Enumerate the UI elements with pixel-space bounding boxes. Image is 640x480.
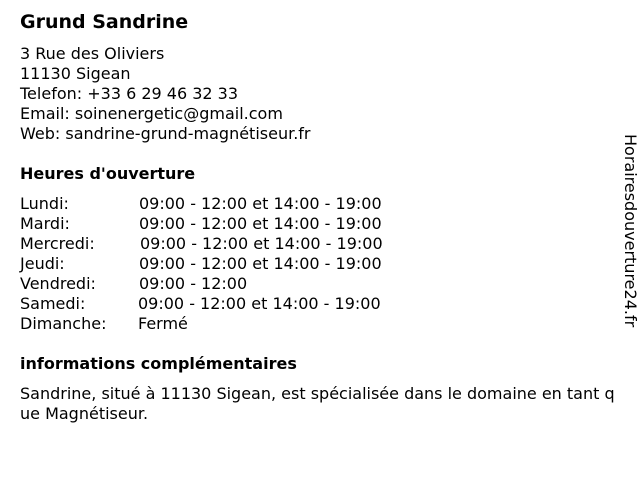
time-value: 09:00 - 12:00 et 14:00 - 19:00 <box>139 254 382 273</box>
business-name: Grund Sandrine <box>20 11 189 33</box>
hours-row-jeudi <box>20 254 620 274</box>
additional-info-heading: informations complémentaires <box>20 354 297 373</box>
additional-info-text: Sandrine, situé à 11130 Sigean, est spécialisée dans le domaine en tant que Magnétiseur. <box>20 384 615 423</box>
day-label: Samedi: <box>20 294 86 313</box>
time-value: 09:00 - 12:00 et 14:00 - 19:00 <box>140 234 383 253</box>
hours-row-lundi <box>20 194 620 214</box>
day-label: Dimanche: <box>20 314 107 333</box>
day-label: Mercredi: <box>20 234 95 253</box>
time-value: Fermé <box>138 314 188 333</box>
hours-row-vendredi <box>20 274 620 294</box>
opening-hours-table <box>20 194 620 334</box>
hours-row-mardi <box>20 214 620 234</box>
hours-row-dimanche <box>20 314 620 334</box>
opening-hours-heading: Heures d'ouverture <box>20 164 196 183</box>
day-label: Vendredi: <box>20 274 96 293</box>
day-label: Lundi: <box>20 194 69 213</box>
site-watermark: Horairesdouverture24.fr <box>621 134 640 328</box>
business-card <box>20 8 620 424</box>
time-value: 09:00 - 12:00 et 14:00 - 19:00 <box>139 214 382 233</box>
phone-line: Telefon: +33 6 29 46 32 33 <box>20 84 239 103</box>
hours-row-samedi <box>20 294 620 314</box>
time-value: 09:00 - 12:00 et 14:00 - 19:00 <box>139 194 382 213</box>
time-value: 09:00 - 12:00 et 14:00 - 19:00 <box>138 294 381 313</box>
street-address: 3 Rue des Oliviers <box>20 44 165 63</box>
email-line: Email: soinenergetic@gmail.com <box>20 104 283 123</box>
website-line: Web: sandrine-grund-magnétiseur.fr <box>20 124 311 143</box>
time-value: 09:00 - 12:00 <box>139 274 248 293</box>
address-block <box>20 44 620 144</box>
day-label: Jeudi: <box>20 254 65 273</box>
hours-row-mercredi <box>20 234 620 254</box>
postal-city: 11130 Sigean <box>20 64 131 83</box>
day-label: Mardi: <box>20 214 70 233</box>
